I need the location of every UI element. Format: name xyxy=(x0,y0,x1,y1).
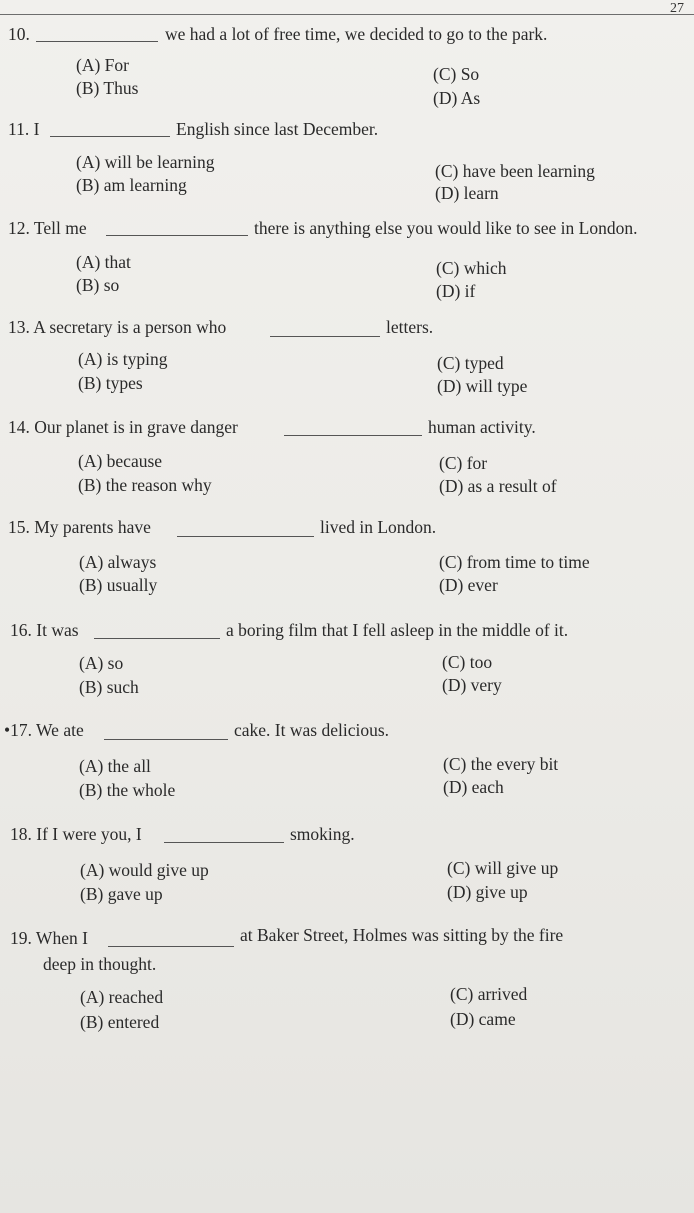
option-c[interactable]: (C) from time to time xyxy=(439,552,590,572)
question-13 xyxy=(0,317,694,396)
option-b[interactable]: (B) so xyxy=(76,275,120,295)
option-b[interactable]: (B) such xyxy=(79,677,139,697)
option-a[interactable]: (A) would give up xyxy=(80,860,209,880)
question-number: 13. A secretary is a person who xyxy=(8,317,227,337)
question-text: there is anything else you would like to see in London. xyxy=(254,218,638,238)
option-b[interactable]: (B) the whole xyxy=(79,780,176,800)
option-a[interactable]: (A) that xyxy=(76,252,131,272)
question-number: 14. Our planet is in grave danger xyxy=(8,417,238,437)
question-number: 15. My parents have xyxy=(8,517,151,537)
answer-blank[interactable] xyxy=(106,235,248,236)
answer-blank[interactable] xyxy=(104,739,228,740)
option-c[interactable]: (C) which xyxy=(436,258,507,278)
answer-blank[interactable] xyxy=(177,536,314,537)
question-10 xyxy=(0,24,694,108)
option-a[interactable]: (A) reached xyxy=(80,987,164,1007)
option-d[interactable]: (D) ever xyxy=(439,575,498,595)
question-number: 11. I xyxy=(8,119,40,139)
question-text: human activity. xyxy=(428,417,536,437)
option-d[interactable]: (D) very xyxy=(442,675,502,695)
answer-blank[interactable] xyxy=(36,41,158,42)
option-a[interactable]: (A) so xyxy=(79,653,124,673)
page-number: 27 xyxy=(670,1,684,16)
option-b[interactable]: (B) the reason why xyxy=(78,475,212,495)
option-d[interactable]: (D) if xyxy=(436,281,476,301)
answer-blank[interactable] xyxy=(108,946,234,947)
answer-blank[interactable] xyxy=(50,136,170,137)
option-a[interactable]: (A) always xyxy=(79,552,157,572)
question-16 xyxy=(0,620,694,697)
question-15 xyxy=(0,517,694,595)
option-b[interactable]: (B) usually xyxy=(79,575,158,595)
option-c[interactable]: (C) for xyxy=(439,453,488,473)
option-c[interactable]: (C) have been learning xyxy=(435,161,595,181)
answer-blank[interactable] xyxy=(270,336,380,337)
option-b[interactable]: (B) am learning xyxy=(76,175,187,195)
option-d[interactable]: (D) As xyxy=(433,88,481,108)
option-d[interactable]: (D) learn xyxy=(435,183,499,203)
question-11 xyxy=(0,119,694,203)
question-text: letters. xyxy=(386,317,434,337)
question-19 xyxy=(0,925,694,1032)
option-c[interactable]: (C) arrived xyxy=(450,984,528,1004)
question-text: at Baker Street, Holmes was sitting by the fire xyxy=(240,925,564,945)
question-number: 19. When I xyxy=(10,928,88,948)
option-d[interactable]: (D) give up xyxy=(447,882,528,902)
option-a[interactable]: (A) because xyxy=(78,451,163,471)
question-text: cake. It was delicious. xyxy=(234,720,390,740)
answer-blank[interactable] xyxy=(94,638,220,639)
question-17 xyxy=(0,720,694,800)
option-a[interactable]: (A) will be learning xyxy=(76,152,215,172)
question-number: •17. We ate xyxy=(4,720,84,740)
question-number: 12. Tell me xyxy=(8,218,87,238)
option-c[interactable]: (C) too xyxy=(442,652,493,672)
question-text: smoking. xyxy=(290,824,355,844)
question-18 xyxy=(0,824,694,904)
question-text: English since last December. xyxy=(176,119,379,139)
option-b[interactable]: (B) gave up xyxy=(80,884,163,904)
option-d[interactable]: (D) will type xyxy=(437,376,528,396)
option-b[interactable]: (B) types xyxy=(78,373,143,393)
question-text: lived in London. xyxy=(320,517,437,537)
option-a[interactable]: (A) the all xyxy=(79,756,151,776)
question-number: 10. xyxy=(8,24,30,44)
option-c[interactable]: (C) typed xyxy=(437,353,504,373)
option-d[interactable]: (D) came xyxy=(450,1009,516,1029)
answer-blank[interactable] xyxy=(284,435,422,436)
question-text: we had a lot of free time, we decided to go to the park. xyxy=(165,24,548,44)
answer-blank[interactable] xyxy=(164,842,284,843)
question-continuation: deep in thought. xyxy=(43,954,157,974)
option-d[interactable]: (D) each xyxy=(443,777,504,797)
option-a[interactable]: (A) For xyxy=(76,55,129,75)
question-14 xyxy=(0,417,694,496)
option-c[interactable]: (C) the every bit xyxy=(443,754,559,774)
option-b[interactable]: (B) entered xyxy=(80,1012,160,1032)
question-number: 16. It was xyxy=(10,620,79,640)
question-number: 18. If I were you, I xyxy=(10,824,142,844)
question-text: a boring film that I fell asleep in the middle of it. xyxy=(226,620,569,640)
question-12 xyxy=(0,218,694,301)
option-b[interactable]: (B) Thus xyxy=(76,78,139,98)
option-c[interactable]: (C) will give up xyxy=(447,858,559,878)
option-c[interactable]: (C) So xyxy=(433,64,480,84)
header-rule xyxy=(0,0,694,15)
option-a[interactable]: (A) is typing xyxy=(78,349,168,369)
option-d[interactable]: (D) as a result of xyxy=(439,476,557,496)
